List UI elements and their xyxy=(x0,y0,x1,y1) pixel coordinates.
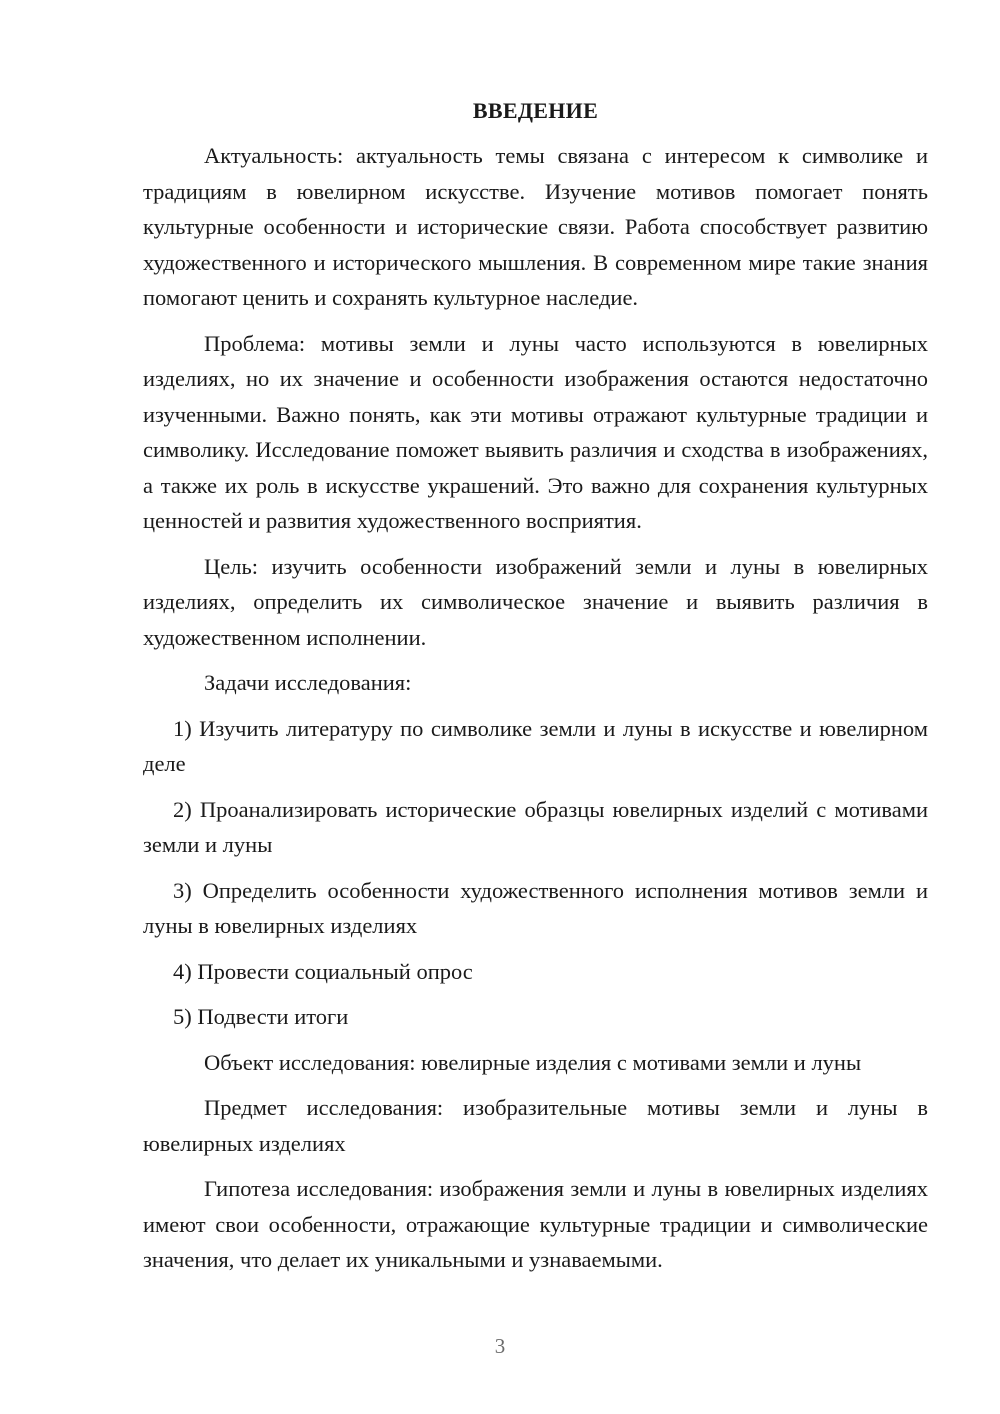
document-page xyxy=(143,96,928,1288)
paragraph-subject: Предмет исследования: изобразительные мотивы земли и луны в ювелирных изделиях xyxy=(143,1095,928,1156)
paragraph-problem: Проблема: мотивы земли и луны часто используются в ювелирных изделиях, но их значение и особенности изображения остаются недостаточно изученными. Важно понять, как эти мотивы отражают культурные традиции и символику. Исследование поможет выявить различия и сходства в изображениях, а также их роль в искусстве украшений. Это важно для сохранения культурных ценностей и развития художественного восприятия. xyxy=(143,330,928,533)
page-number: 3 xyxy=(494,1334,506,1358)
list-item: 2) Проанализировать исторические образцы ювелирных изделий с мотивами земли и луны xyxy=(143,796,928,857)
tasks-list xyxy=(143,711,928,1035)
list-item: 5) Подвести итоги xyxy=(173,1004,349,1029)
paragraph-hypothesis: Гипотеза исследования: изображения земли и луны в ювелирных изделиях имеют свои особенности, отражающие культурные традиции и символические значения, что делает их уникальными и узнаваемыми. xyxy=(143,1176,928,1272)
list-item: 4) Провести социальный опрос xyxy=(173,958,473,984)
paragraph-object: Объект исследования: ювелирные изделия с мотивами земли и луны xyxy=(204,1049,862,1075)
list-item: 3) Определить особенности художественного исполнения мотивов земли и луны в ювелирных изделиях xyxy=(143,877,928,938)
paragraph-relevance: Актуальность: актуальность темы связана с интересом к символике и традициям в ювелирном искусстве. Изучение мотивов помогает понять культурные особенности и исторические связи. Работа способствует развитию художественного и исторического мышления. В современном мире такие знания помогают ценить и сохранять культурное наследие. xyxy=(143,143,928,310)
paragraph-goal: Цель: изучить особенности изображений земли и луны в ювелирных изделиях, определить их символическое значение и выявить различия в художественном исполнении. xyxy=(143,553,928,650)
tasks-heading: Задачи исследования: xyxy=(204,670,412,695)
document-title: ВВЕДЕНИЕ xyxy=(472,98,599,123)
list-item: 1) Изучить литературу по символике земли и луны в искусстве и ювелирном деле xyxy=(143,715,928,776)
